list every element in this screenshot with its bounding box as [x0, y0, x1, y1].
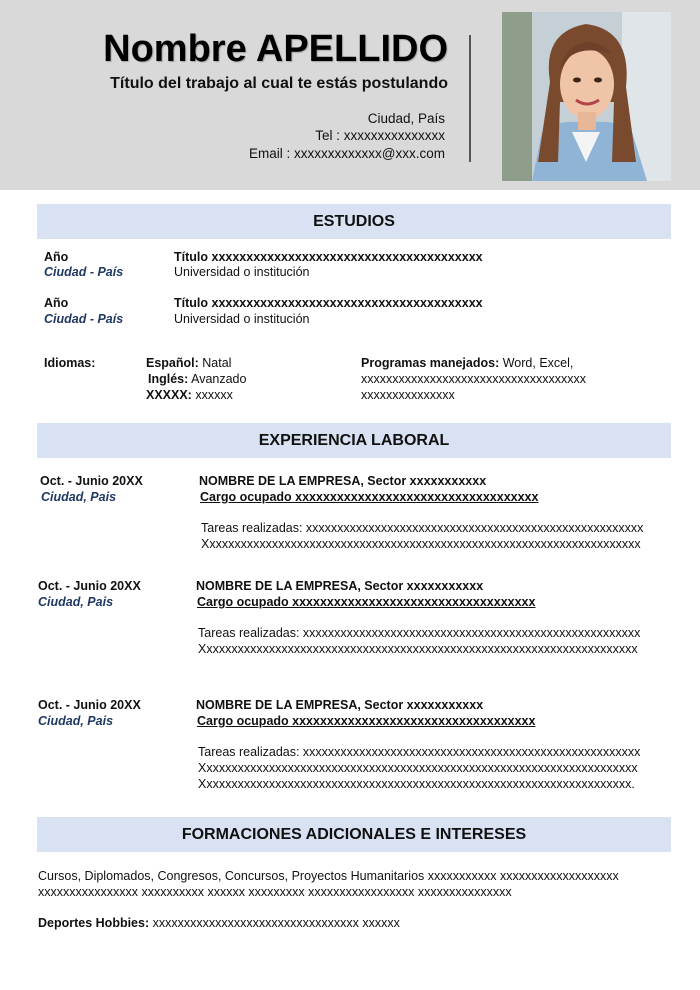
- profile-photo: [502, 12, 671, 181]
- job-tasks: Tareas realizadas: xxxxxxxxxxxxxxxxxxxxxxxxxxxxxxxxxxxxxxxxxxxxxxxxxxxxxx: [198, 745, 641, 759]
- job-company: NOMBRE DE LA EMPRESA, Sector xxxxxxxxxxx: [199, 474, 487, 488]
- study-title: Título xxxxxxxxxxxxxxxxxxxxxxxxxxxxxxxxxxxxxxx: [174, 296, 483, 310]
- language-entry: Español: Natal: [146, 356, 232, 370]
- programs-line: Programas manejados: Word, Excel,: [361, 356, 574, 370]
- programs-line: xxxxxxxxxxxxxxx: [361, 388, 455, 402]
- job-position: Cargo ocupado xxxxxxxxxxxxxxxxxxxxxxxxxxxxxxxxxxx: [200, 490, 539, 504]
- additional-text: xxxxxxxxxxxxxxxx xxxxxxxxxx xxxxxx xxxxxxxxx xxxxxxxxxxxxxxxxx xxxxxxxxxxxxxxx: [38, 885, 512, 899]
- job-tasks: Tareas realizadas: xxxxxxxxxxxxxxxxxxxxxxxxxxxxxxxxxxxxxxxxxxxxxxxxxxxxxx: [198, 626, 641, 640]
- language-entry: XXXXX: xxxxxx: [146, 388, 233, 402]
- job-tasks: Tareas realizadas: xxxxxxxxxxxxxxxxxxxxxxxxxxxxxxxxxxxxxxxxxxxxxxxxxxxxxx: [201, 521, 644, 535]
- study-institution: Universidad o institución: [174, 312, 310, 326]
- job-company: NOMBRE DE LA EMPRESA, Sector xxxxxxxxxxx: [196, 698, 484, 712]
- candidate-name: Nombre APELLIDO: [103, 28, 448, 70]
- job-location: Ciudad, Pais: [41, 490, 117, 504]
- job-dates: Oct. - Junio 20XX: [40, 474, 143, 488]
- section-studies-heading: ESTUDIOS: [37, 204, 671, 239]
- job-dates: Oct. - Junio 20XX: [38, 698, 141, 712]
- study-location: Ciudad - País: [44, 265, 124, 279]
- study-institution: Universidad o institución: [174, 265, 310, 279]
- contact-email: Email : xxxxxxxxxxxxx@xxx.com: [249, 146, 445, 161]
- study-year: Año: [44, 250, 69, 264]
- job-position: Cargo ocupado xxxxxxxxxxxxxxxxxxxxxxxxxxxxxxxxxxx: [197, 714, 536, 728]
- contact-city: Ciudad, País: [367, 111, 445, 126]
- section-additional-heading: FORMACIONES ADICIONALES E INTERESES: [37, 817, 671, 852]
- study-title: Título xxxxxxxxxxxxxxxxxxxxxxxxxxxxxxxxxxxxxxx: [174, 250, 483, 264]
- header-divider: [469, 35, 471, 162]
- language-entry: Inglés: Avanzado: [148, 372, 247, 386]
- study-location: Ciudad - País: [44, 312, 124, 326]
- contact-phone: Tel : xxxxxxxxxxxxxxx: [315, 128, 445, 143]
- hobbies-line: Deportes Hobbies: xxxxxxxxxxxxxxxxxxxxxxxxxxxxxxxxx xxxxxx: [38, 916, 400, 930]
- languages-label: Idiomas:: [44, 356, 96, 370]
- job-position: Cargo ocupado xxxxxxxxxxxxxxxxxxxxxxxxxxxxxxxxxxx: [197, 595, 536, 609]
- job-location: Ciudad, Pais: [38, 714, 114, 728]
- job-tasks: Xxxxxxxxxxxxxxxxxxxxxxxxxxxxxxxxxxxxxxxxxxxxxxxxxxxxxxxxxxxxxxxxxxxxxx: [198, 642, 638, 656]
- job-tasks: Xxxxxxxxxxxxxxxxxxxxxxxxxxxxxxxxxxxxxxxxxxxxxxxxxxxxxxxxxxxxxxxxxxxxxx: [198, 761, 638, 775]
- job-tasks: Xxxxxxxxxxxxxxxxxxxxxxxxxxxxxxxxxxxxxxxxxxxxxxxxxxxxxxxxxxxxxxxxxxxxx.: [198, 777, 635, 791]
- job-dates: Oct. - Junio 20XX: [38, 579, 141, 593]
- section-experience-heading: EXPERIENCIA LABORAL: [37, 423, 671, 458]
- study-year: Año: [44, 296, 69, 310]
- job-title: Título del trabajo al cual te estás postulando: [110, 75, 448, 92]
- job-location: Ciudad, Pais: [38, 595, 114, 609]
- profile-photo-illustration: [502, 12, 671, 181]
- job-company: NOMBRE DE LA EMPRESA, Sector xxxxxxxxxxx: [196, 579, 484, 593]
- additional-text: Cursos, Diplomados, Congresos, Concursos, Proyectos Humanitarios xxxxxxxxxxx xxxxxxxxxxxxxxxxxxx: [38, 869, 619, 883]
- job-tasks: Xxxxxxxxxxxxxxxxxxxxxxxxxxxxxxxxxxxxxxxxxxxxxxxxxxxxxxxxxxxxxxxxxxxxxx: [201, 537, 641, 551]
- programs-line: xxxxxxxxxxxxxxxxxxxxxxxxxxxxxxxxxxxx: [361, 372, 586, 386]
